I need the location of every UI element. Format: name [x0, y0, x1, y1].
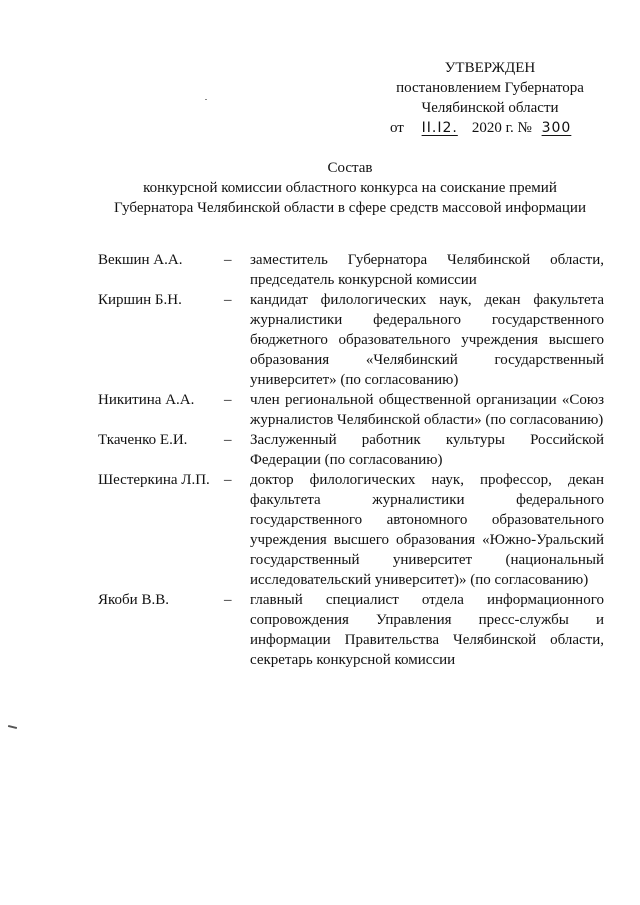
member-row — [98, 250, 604, 290]
member-name: Векшин А.А. — [98, 252, 183, 268]
member-description: заместитель Губернатора Челябинской области, председатель конкурсной комиссии — [250, 252, 604, 288]
member-name: Киршин Б.Н. — [98, 292, 182, 308]
handwritten-number: 300 — [541, 120, 572, 136]
member-description: доктор филологических наук, профессор, декан факультета журналистики федерального государственного автономного образовательного учреждения высшего образования «Южно-Уральский государственный университет (национальный исследовательский университет)» (по согласованию) — [250, 472, 604, 588]
member-row — [98, 430, 604, 470]
member-dash: – — [224, 432, 232, 448]
member-dash: – — [224, 252, 232, 268]
member-description: член региональной общественной организации «Союз журналистов Челябинской области» (по согласованию) — [250, 392, 604, 428]
member-name: Якоби В.В. — [98, 592, 169, 608]
member-row — [98, 290, 604, 390]
member-name: Никитина А.А. — [98, 392, 195, 408]
member-description: Заслуженный работник культуры Российской Федерации (по согласованию) — [250, 432, 604, 468]
commission-members-list — [98, 250, 604, 670]
member-row — [98, 590, 604, 670]
member-dash: – — [224, 392, 232, 408]
approval-heading: УТВЕРЖДЕН — [444, 60, 536, 76]
member-name: Ткаченко Е.И. — [98, 432, 188, 448]
scan-speck — [205, 99, 207, 100]
member-dash: – — [224, 592, 232, 608]
document-title — [60, 158, 640, 218]
member-description: кандидат филологических наук, декан факультета журналистики федерального государственного бюджетного образовательного учреждения высшего образования «Челябинский государственный университет» (по согласованию) — [250, 292, 604, 388]
member-dash: – — [224, 292, 232, 308]
date-year: 2020 г. — [471, 120, 514, 136]
member-description: главный специалист отдела информационного сопровождения Управления пресс-службы и информации Правительства Челябинской области, секретарь конкурсной комиссии — [250, 592, 604, 668]
title-line-3: Губернатора Челябинской области в сфере средств массовой информации — [114, 200, 586, 216]
scan-mark — [8, 725, 17, 729]
member-name: Шестеркина Л.П. — [98, 472, 210, 488]
handwritten-date: II.I2. — [421, 120, 458, 136]
approval-decree-line: постановлением Губернатора — [396, 80, 584, 96]
title-line-2: конкурсной комиссии областного конкурса на соискание премий — [143, 180, 557, 196]
approval-date-line — [380, 118, 600, 138]
date-prefix: от — [390, 120, 404, 136]
member-row — [98, 390, 604, 430]
number-prefix: № — [517, 120, 532, 136]
title-line-1: Состав — [327, 160, 373, 176]
member-dash: – — [224, 472, 232, 488]
member-row — [98, 470, 604, 590]
approval-stamp-block — [380, 58, 600, 138]
approval-region-line: Челябинской области — [421, 100, 559, 116]
